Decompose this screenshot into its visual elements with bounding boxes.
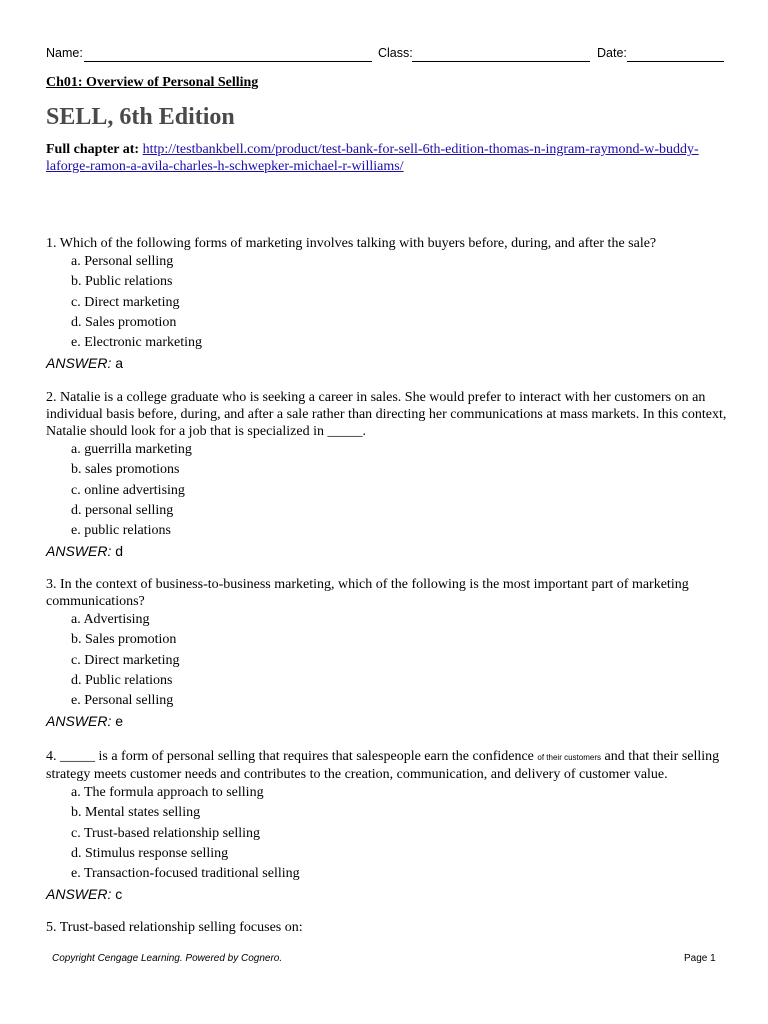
choice-e: e. Personal selling (71, 693, 174, 709)
question-4 (46, 748, 732, 904)
choice-e: e. public relations (71, 523, 171, 539)
question-5 (46, 919, 732, 936)
answer-value: a (115, 355, 124, 372)
answer-value: d (115, 543, 124, 560)
choice-b: b. Sales promotion (71, 632, 177, 648)
answer-line (46, 541, 732, 561)
full-chapter-line (46, 141, 736, 175)
choice-e: e. Electronic marketing (71, 335, 202, 351)
full-chapter-link[interactable]: http://testbankbell.com/product/test-bank-for-sell-6th-edition-thomas-n-ingram-raymond-w-buddy-laforge-ramon-a-avila-charles-h-schwepker-michael-r-williams/ (46, 142, 699, 174)
choice-c: c. Direct marketing (71, 652, 180, 668)
stem-end: and that their selling strategy meets customer needs and contributes to the creation, communication, and delivery of customer value. (46, 749, 720, 782)
chapter-title: Ch01: Overview of Personal Selling (46, 75, 259, 90)
footer-page-number: Page 1 (684, 953, 716, 964)
class-label: Class: (378, 46, 413, 60)
choice-b: b. Public relations (71, 274, 173, 290)
question-stem: 5. Trust-based relationship selling focuses on: (46, 920, 303, 935)
answer-value: c (115, 886, 123, 903)
choice-a: a. guerrilla marketing (71, 442, 192, 457)
choice-d: d. Public relations (71, 672, 173, 688)
choice-c: c. Trust-based relationship selling (71, 825, 260, 841)
date-line (627, 61, 724, 62)
stem-start: 4. _____ is a form of personal selling that requires that salespeople earn the confidence (46, 749, 538, 764)
choice-d: d. Stimulus response selling (71, 845, 229, 861)
choice-b: b. Mental states selling (71, 805, 201, 821)
question-1 (46, 235, 732, 373)
choice-a: a. Personal selling (71, 254, 174, 269)
question-stem: 2. Natalie is a college graduate who is seeking a career in sales. She would prefer to interact with her customers on an individual basis before, during, and after a sale rather than directing her communications at mass markets. In this context, Natalie should look for a job that is specialized in _____. (46, 390, 727, 439)
name-line (84, 61, 372, 62)
answer-value: e (115, 713, 124, 730)
date-label: Date: (597, 46, 627, 60)
footer-copyright: Copyright Cengage Learning. Powered by Cognero. (52, 953, 283, 964)
answer-label: ANSWER: (46, 886, 112, 903)
full-chapter-label: Full chapter at: (46, 142, 140, 157)
answer-label: ANSWER: (46, 543, 112, 560)
answer-label: ANSWER: (46, 355, 112, 372)
choice-d: d. personal selling (71, 502, 174, 518)
class-line (412, 61, 590, 62)
choice-c: c. online advertising (71, 482, 185, 498)
choice-e: e. Transaction-focused traditional selling (71, 866, 300, 882)
answer-line (46, 884, 732, 904)
question-stem: 1. Which of the following forms of marketing involves talking with buyers before, during, and after the sale? (46, 236, 657, 251)
choice-a: a. Advertising (71, 612, 150, 627)
question-stem: 3. In the context of business-to-business marketing, which of the following is the most important part of marketing communications? (46, 577, 689, 609)
choice-c: c. Direct marketing (71, 294, 180, 310)
student-info-header (46, 46, 726, 64)
answer-line (46, 353, 732, 373)
choice-a: a. The formula approach to selling (71, 785, 264, 800)
choice-b: b. sales promotions (71, 462, 180, 478)
question-3 (46, 576, 732, 731)
answer-label: ANSWER: (46, 713, 112, 730)
answer-line (46, 711, 732, 731)
name-label: Name: (46, 46, 83, 60)
choice-d: d. Sales promotion (71, 314, 177, 330)
question-2 (46, 389, 732, 561)
question-stem (46, 748, 732, 783)
stem-small-text: of their customers (537, 753, 601, 762)
edition-title: SELL, 6th Edition (46, 104, 235, 130)
